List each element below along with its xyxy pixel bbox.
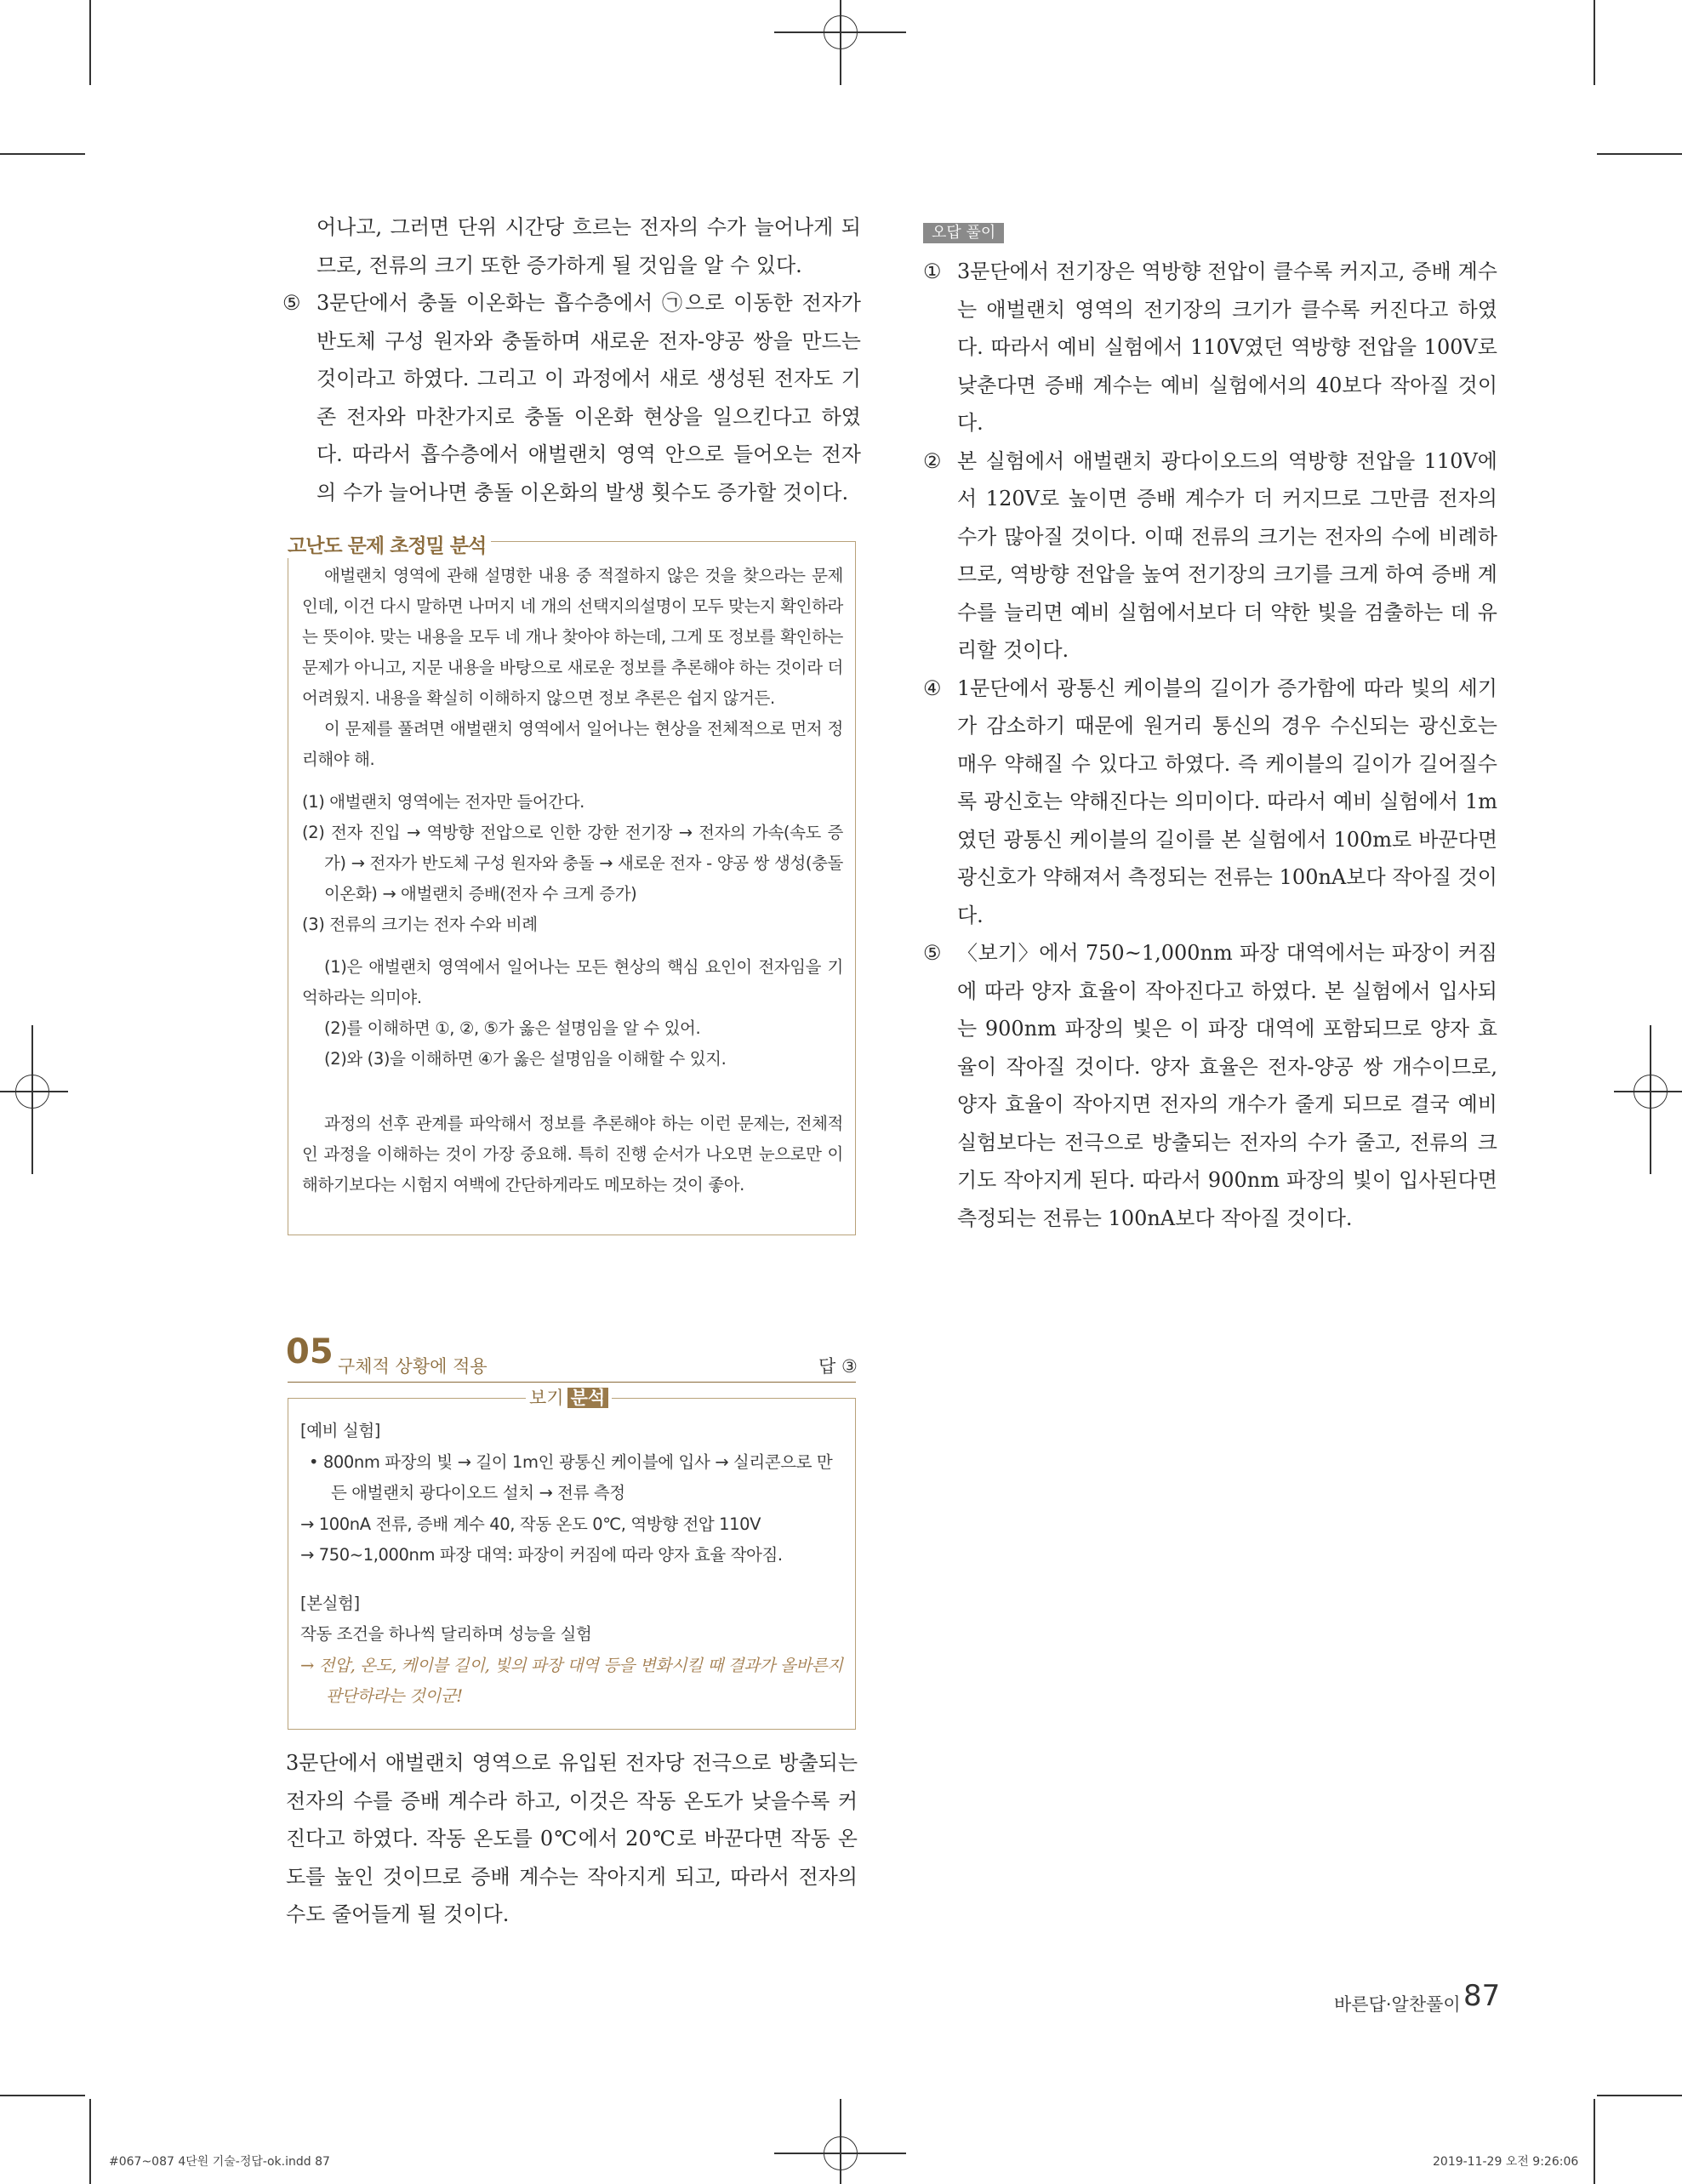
wrong-answer-item xyxy=(923,670,1497,935)
item-number: ④ xyxy=(923,676,942,700)
crop-mark xyxy=(1594,0,1595,85)
analysis-paragraph: (2)를 이해하면 ①, ②, ⑤가 옳은 설명임을 알 수 있어. xyxy=(324,1018,701,1038)
analysis-list-item: (1) 애벌랜치 영역에는 전자만 들어간다. xyxy=(302,792,584,812)
wrong-answer-item xyxy=(923,253,1497,442)
crop-mark xyxy=(1594,2099,1595,2184)
continued-paragraph: 어나고, 그러면 단위 시간당 흐르는 전자의 수가 늘어나게 되므로, 전류의 크기 또한 증가하게 될 것임을 알 수 있다. xyxy=(316,215,861,277)
analysis-paragraph: 이 문제를 풀려면 애벌랜치 영역에서 일어나는 현상을 전체적으로 먼저 정리해야 해. xyxy=(302,719,843,769)
page-number: 87 xyxy=(1463,1979,1501,2013)
explanation-paragraph: 3문단에서 애벌랜치 영역으로 유입된 전자당 전극으로 방출되는 전자의 수를 증배 계수라 하고, 이것은 작동 온도가 낮을수록 커진다고 하였다. 작동 온도를 0℃에서 20℃로 바꾼다면 작동 온도를 높인 것이므로 증배 계수는 작아지게 되고, 따라서 전자의 수도 줄어들게 될 것이다. xyxy=(286,1751,858,1926)
item-number: ② xyxy=(923,448,942,473)
analysis-list-item: (2) 전자 진입 → 역방향 전압으로 인한 강한 전기장 → 전자의 가속(속도 증가) → 전자가 반도체 구성 원자와 충돌 → 새로운 전자 - 양공 쌍 생성(충돌 이온화) → 애벌랜치 증배(전자 수 크게 증가) xyxy=(302,823,843,904)
left-column-top xyxy=(282,208,861,511)
bogi-label xyxy=(526,1385,612,1411)
wrong-answer-item xyxy=(923,442,1497,670)
analysis-box xyxy=(288,541,856,1235)
question-number: 05 xyxy=(286,1332,334,1371)
registration-mark xyxy=(824,15,858,49)
analysis-paragraph: (1)은 애벌랜치 영역에서 일어나는 모든 현상의 핵심 요인이 전자임을 기억하라는 의미야. xyxy=(302,957,843,1007)
item-text: 3문단에서 충돌 이온화는 흡수층에서 ㉠으로 이동한 전자가 반도체 구성 원자와 충돌하며 새로운 전자-양공 쌍을 만드는 것이라고 하였다. 그리고 이 과정에서 새로 생성된 전자도 기존 전자와 마찬가지로 충돌 이온화 현상을 일으킨다고 하였다. 따라서 흡수층에서 애벌랜치 영역 안으로 들어오는 전자의 수가 늘어나면 충돌 이온화의 발생 횟수도 증가할 것이다. xyxy=(316,291,861,505)
crop-mark xyxy=(89,2099,91,2184)
crop-mark xyxy=(1597,153,1682,155)
item-text: 1문단에서 광통신 케이블의 길이가 증가함에 따라 빛의 세기가 감소하기 때문에 원거리 통신의 경우 수신되는 광신호는 매우 약해질 수 있다고 하였다. 즉 케이블의 길이가 길어질수록 광신호는 약해진다는 의미이다. 따라서 예비 실험에서 1m였던 광통신 케이블의 길이를 본 실험에서 100m로 바꾼다면 광신호가 약해져서 측정되는 전류는 100nA보다 작아질 것이다. xyxy=(957,676,1497,927)
bogi-line: → 750~1,000nm 파장 대역: 파장이 커짐에 따라 양자 효율 작아짐. xyxy=(300,1545,783,1565)
crop-mark xyxy=(0,2095,85,2096)
item-text: 본 실험에서 애벌랜치 광다이오드의 역방향 전압을 110V에서 120V로 높이면 증배 계수가 더 커지므로 그만큼 전자의 수가 많아질 것이다. 이때 전류의 크기는 전자의 수에 비례하므로, 역방향 전압을 높여 전기장의 크기를 크게 하여 증배 계수를 늘리면 예비 실험에서보다 더 약한 빛을 검출하는 데 유리할 것이다. xyxy=(957,448,1497,662)
handwritten-note: → 전압, 온도, 케이블 길이, 빛의 파장 대역 등을 변화시킬 때 결과가 올바른지 판단하라는 것이군! xyxy=(300,1655,843,1706)
analysis-paragraph: (2)와 (3)을 이해하면 ④가 옳은 설명임을 이해할 수 있지. xyxy=(324,1049,727,1069)
print-slug-filename: #067~087 4단원 기술-정답-ok.indd 87 xyxy=(109,2155,330,2169)
bogi-line: → 100nA 전류, 증배 계수 40, 작동 온도 0℃, 역방향 전압 110V xyxy=(300,1514,761,1534)
question-explanation xyxy=(286,1744,858,1934)
header-rule xyxy=(288,1382,856,1383)
section-heading: [예비 실험] xyxy=(300,1421,380,1440)
registration-mark xyxy=(1634,1075,1668,1109)
explanation-item-5 xyxy=(282,284,861,511)
crop-mark xyxy=(89,0,91,85)
print-slug-timestamp: 2019-11-29 오전 9:26:06 xyxy=(1433,2155,1579,2169)
section-heading: [본실험] xyxy=(300,1593,360,1613)
item-number: ⑤ xyxy=(923,941,942,965)
analysis-paragraph: 과정의 선후 관계를 파악해서 정보를 추론해야 하는 이런 문제는, 전체적인 과정을 이해하는 것이 가장 중요해. 특히 진행 순서가 나오면 눈으로만 이해하기보다는 시험지 여백에 간단하게라도 메모하는 것이 좋아. xyxy=(302,1114,843,1195)
registration-mark xyxy=(824,2136,858,2170)
item-text: 〈보기〉에서 750~1,000nm 파장 대역에서는 파장이 커짐에 따라 양자 효율이 작아진다고 하였다. 본 실험에서 입사되는 900nm 파장의 빛은 이 파장 대역에 포함되므로 양자 효율이 작아질 것이다. 양자 효율은 전자-양공 쌍 개수이므로, 양자 효율이 작아지면 전자의 개수가 줄게 되므로 결국 예비 실험보다는 전극으로 방출되는 전자의 수가 줄고, 전류의 크기도 작아지게 된다. 따라서 900nm 파장의 빛이 입사된다면 측정되는 전류는 100nA보다 작아질 것이다. xyxy=(957,941,1497,1230)
bogi-label-text: 보기 xyxy=(529,1388,564,1408)
item-number: ① xyxy=(923,259,942,283)
bogi-analysis-box xyxy=(288,1398,856,1730)
crop-mark xyxy=(1597,2095,1682,2096)
item-number: ⑤ xyxy=(282,291,301,315)
bogi-line: • 800nm 파장의 빛 → 길이 1m인 광통신 케이블에 입사 → 실리콘으로 만든 애벌랜치 광다이오드 설치 → 전류 측정 xyxy=(309,1451,833,1503)
question-title: 구체적 상황에 적용 xyxy=(338,1356,487,1377)
right-column xyxy=(923,253,1497,1237)
item-text: 3문단에서 전기장은 역방향 전압이 클수록 커지고, 증배 계수는 애벌랜치 영역의 전기장의 크기가 클수록 커진다고 하였다. 따라서 예비 실험에서 110V였던 역방향 전압을 100V로 낮춘다면 증배 계수는 예비 실험에서의 40보다 작아질 것이다. xyxy=(957,259,1497,435)
crop-mark xyxy=(0,153,85,155)
registration-mark xyxy=(15,1075,49,1109)
analysis-paragraph: 애벌랜치 영역에 관해 설명한 내용 중 적절하지 않은 것을 찾으라는 문제인데, 이건 다시 말하면 나머지 네 개의 선택지의설명이 모두 맞는지 확인하라는 뜻이야. 맞는 내용을 모두 네 개나 찾아야 하는데, 그게 또 정보를 확인하는 문제가 아니고, 지문 내용을 바탕으로 새로운 정보를 추론해야 하는 것이라 더 어려웠지. 내용을 확실히 이해하지 않으면 정보 추론은 쉽지 않거든. xyxy=(302,566,843,708)
wrong-answer-item xyxy=(923,934,1497,1237)
bogi-line: 작동 조건을 하나씩 달리하며 성능을 실험 xyxy=(300,1624,592,1644)
question-answer: 답 ③ xyxy=(818,1356,858,1377)
analysis-box-title: 고난도 문제 초정밀 분석 xyxy=(288,530,491,558)
analysis-list-item: (3) 전류의 크기는 전자 수와 비례 xyxy=(302,915,538,934)
wrong-answer-badge: 오답 풀이 xyxy=(923,223,1004,243)
page-label: 바른답·알찬풀이 xyxy=(1334,1994,1461,2015)
bogi-tag: 분석 xyxy=(567,1388,609,1408)
